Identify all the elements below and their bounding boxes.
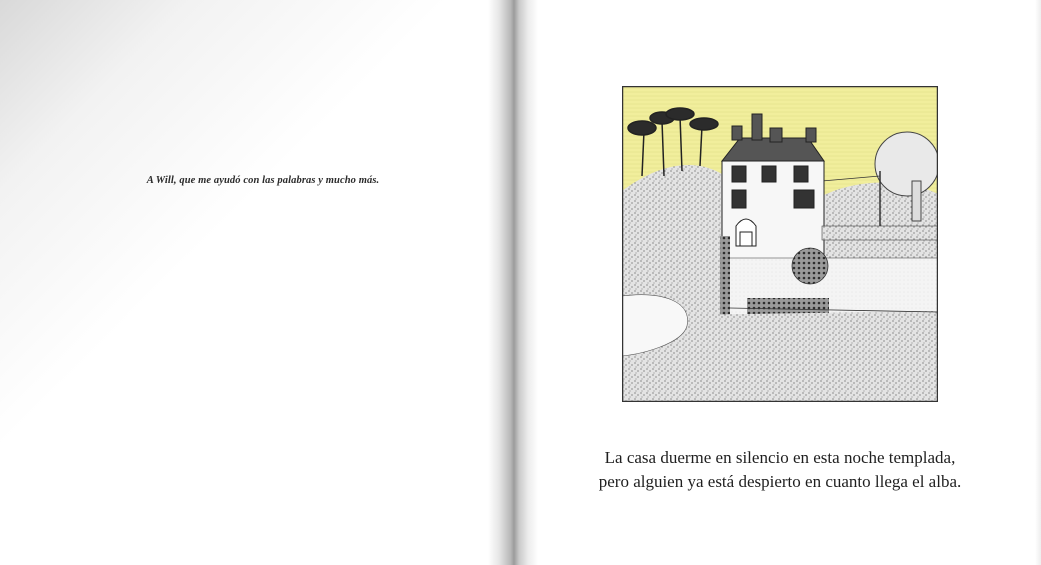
caption-line: pero alguien ya está despierto en cuanto llega el alba. (598, 472, 962, 491)
left-page[interactable] (0, 0, 505, 565)
house-illustration (622, 86, 938, 402)
story-caption (560, 446, 1000, 494)
garden-bush (792, 248, 828, 284)
book-gutter-shadow (488, 0, 538, 565)
page-edge (1035, 0, 1041, 565)
garden-wall (822, 226, 938, 240)
side-hedge (720, 236, 730, 316)
dedication-text: A Will, que me ayudó con las palabras y mucho más. (146, 175, 380, 186)
house (722, 114, 824, 261)
caption-line: La casa duerme en silencio en esta noche templada, (604, 448, 956, 467)
